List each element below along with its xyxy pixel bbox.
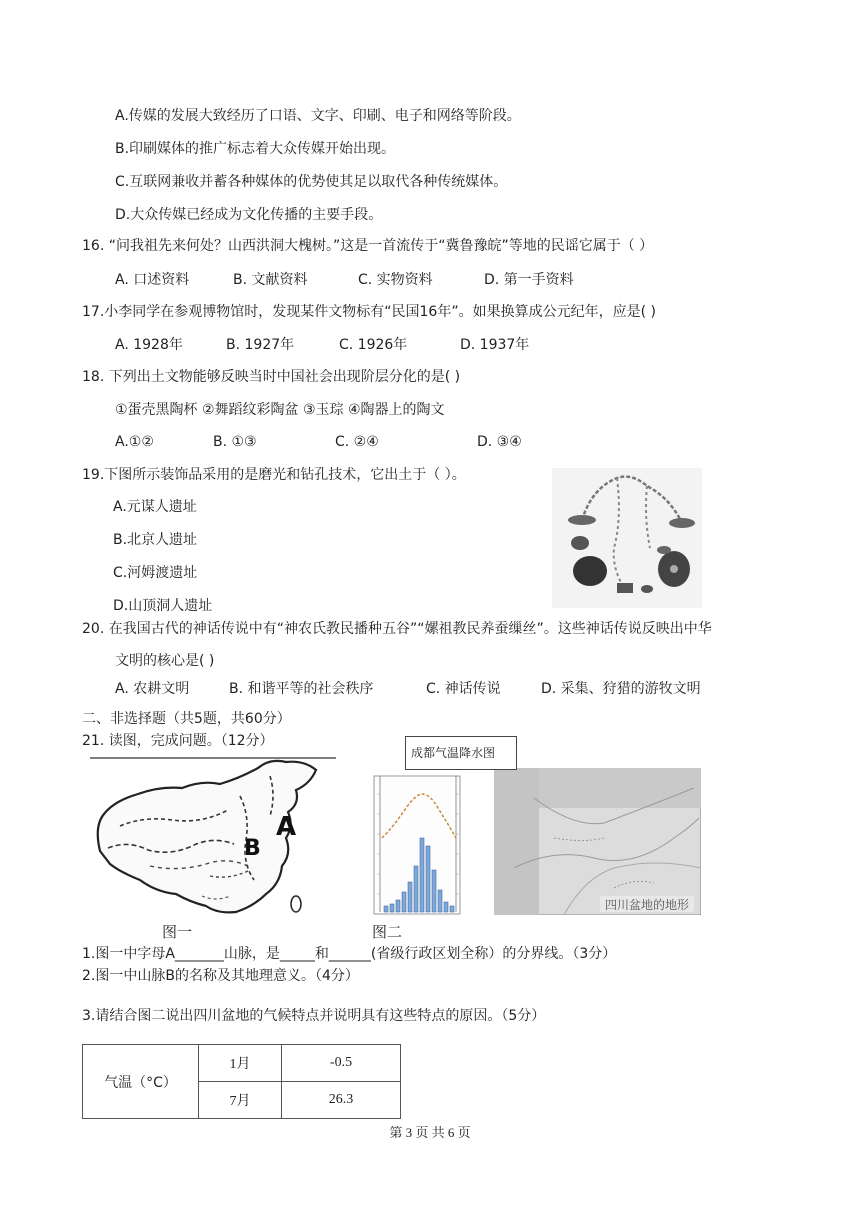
q15-option-d: D.大众传媒已经成为文化传播的主要手段。: [115, 207, 383, 223]
q19-option-b: B.北京人遗址: [113, 532, 198, 548]
basin-caption: 四川盆地的地形: [604, 898, 690, 912]
q15-option-a: A.传媒的发展大致经历了口语、文字、印刷、电子和网络等阶段。: [115, 108, 521, 124]
q16-options: [115, 270, 574, 290]
basin-map: [494, 768, 701, 915]
section-heading: 二、非选择题（共5题，共60分）: [82, 711, 291, 727]
q16-option-a: A. 口述资料: [115, 272, 190, 288]
figure2-caption: 图二: [372, 923, 403, 941]
q21-sub3: 3.请结合图二说出四川盆地的气候特点并说明具有这些特点的原因。（5分）: [82, 1008, 546, 1024]
q18-option-d: D. ③④: [477, 434, 522, 450]
q20-stem-line2: 文明的核心是( ): [115, 653, 215, 669]
q16-option-d: D. 第一手资料: [484, 272, 574, 288]
q20-option-c: C. 神话传说: [426, 681, 501, 697]
q17-option-b: B. 1927年: [226, 337, 295, 353]
chart-title: 成都气温降水图: [411, 746, 496, 760]
table-row: [83, 1045, 401, 1082]
q19-option-d: D.山顶洞人遗址: [113, 598, 213, 614]
q20-option-d: D. 采集、狩猎的游牧文明: [541, 681, 701, 697]
figure1-caption: 图一: [162, 923, 193, 941]
q20-option-a: A. 农耕文明: [115, 681, 190, 697]
q18-stem: 18. 下列出土文物能够反映当时中国社会出现阶层分化的是( ): [82, 369, 461, 385]
q18-option-b: B. ①③: [213, 434, 257, 450]
value-cell: -0.5: [282, 1045, 401, 1082]
q20-options: [115, 679, 701, 699]
q21-stem: 21. 读图，完成问题。（12分）: [82, 733, 274, 749]
q15-option-c: C.互联网兼收并蓄各种媒体的优势使其足以取代各种传统媒体。: [115, 174, 508, 190]
q21-sub1: 1.图一中字母A_______山脉，是_____和______(省级行政区划全称）的分界线。（3分）: [82, 946, 617, 962]
map-label-b: B: [244, 836, 261, 861]
q16-option-c: C. 实物资料: [358, 272, 433, 288]
q19-option-a: A.元谋人遗址: [113, 499, 197, 515]
q18-option-c: C. ②④: [335, 434, 379, 450]
page-footer: 第 3 页 共 6 页: [389, 1125, 471, 1140]
month-cell: 1月: [199, 1045, 282, 1082]
q16-option-b: B. 文献资料: [233, 272, 308, 288]
q18-items: ①蛋壳黑陶杯 ②舞蹈纹彩陶盆 ③玉琮 ④陶器上的陶文: [115, 402, 445, 418]
temperature-table: [82, 1044, 401, 1119]
q20-option-b: B. 和谐平等的社会秩序: [229, 681, 374, 697]
q15-option-b: B.印刷媒体的推广标志着大众传媒开始出现。: [115, 141, 396, 157]
q20-stem-line1: 20. 在我国古代的神话传说中有“神农氏教民播种五谷”“嫘祖教民养蚕缫丝”。这些神话传说反映出中华: [82, 621, 712, 637]
map-label-a: A: [276, 812, 297, 842]
climate-chart: [368, 774, 468, 918]
q21-sub2: 2.图一中山脉B的名称及其地理意义。（4分）: [82, 968, 359, 984]
q19-stem: 19.下图所示装饰品采用的是磨光和钻孔技术，它出土于（ ）。: [82, 467, 466, 483]
chart-title-box: [405, 736, 517, 770]
q16-stem: 16. “问我祖先来何处？山西洪洞大槐树。”这是一首流传于“冀鲁豫皖”等地的民谣它属于（ ）: [82, 238, 654, 254]
q18-options: [115, 432, 522, 452]
necklace-image: [552, 468, 702, 608]
china-map: [90, 756, 338, 918]
month-cell: 7月: [199, 1082, 282, 1119]
q17-options: [115, 335, 529, 355]
q17-option-d: D. 1937年: [460, 337, 530, 353]
q17-option-c: C. 1926年: [339, 337, 408, 353]
q17-option-a: A. 1928年: [115, 337, 183, 353]
q19-option-c: C.河姆渡遗址: [113, 565, 198, 581]
q17-stem: 17.小李同学在参观博物馆时，发现某件文物标有“民国16年”。如果换算成公元纪年，应是( ): [82, 304, 656, 320]
row-label: 气温（°C）: [83, 1045, 199, 1119]
value-cell: 26.3: [282, 1082, 401, 1119]
q18-option-a: A.①②: [115, 434, 154, 450]
